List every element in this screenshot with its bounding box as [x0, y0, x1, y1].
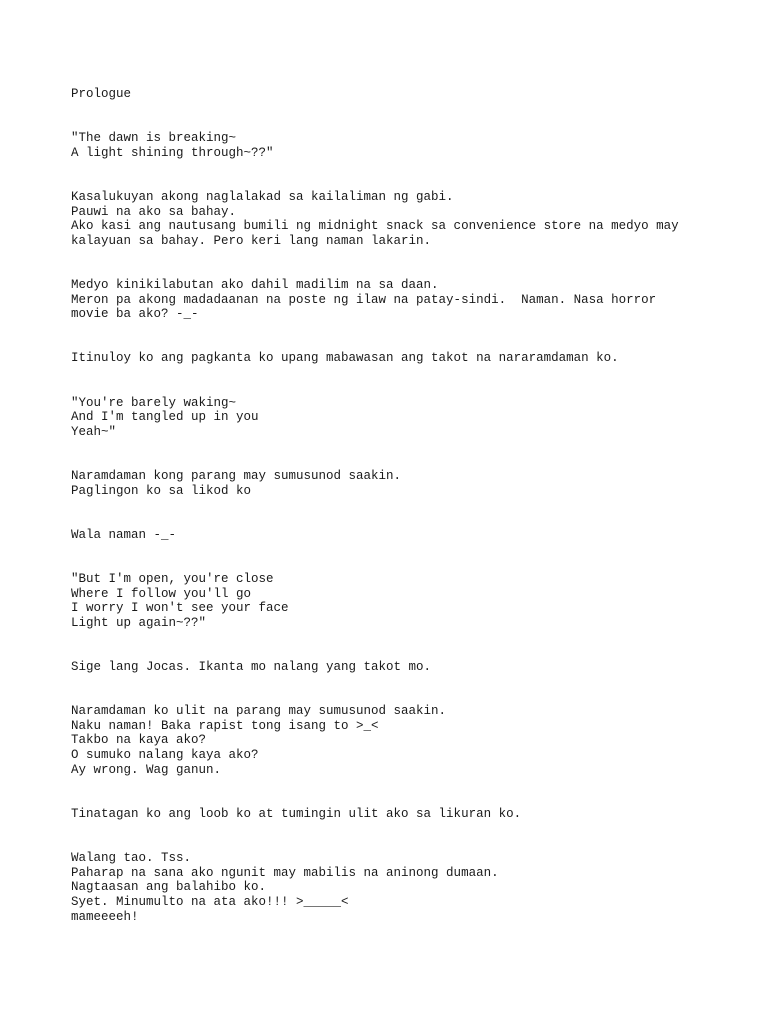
paragraph-keep-singing — [71, 351, 731, 366]
text-line: Meron pa akong madadaanan na poste ng ilaw na patay-sindi. Naman. Nasa horror — [71, 292, 657, 307]
text-line: Wala naman -_- — [71, 527, 177, 542]
paragraph-song-intro — [71, 131, 731, 160]
text-line: I worry I won't see your face — [71, 601, 289, 616]
text-line: Walang tao. Tss. — [71, 850, 192, 865]
text-line: Kasalukuyan akong naglalakad sa kailaliman ng gabi. — [71, 189, 454, 204]
text-line: Syet. Minumulto na ata ako!!! >_____< — [71, 895, 349, 910]
text-line: Ako kasi ang nautusang bumili ng midnight snack sa convenience store na medyo may — [71, 219, 679, 234]
text-line: Pauwi na ako sa bahay. — [71, 204, 237, 219]
text-line: Paharap na sana ako ngunit may mabilis na aninong dumaan. — [71, 865, 499, 880]
text-line: A light shining through~??" — [71, 145, 274, 160]
text-line: Medyo kinikilabutan ako dahil madilim na sa daan. — [71, 278, 439, 292]
paragraph-look-back — [71, 807, 731, 822]
text-line: movie ba ako? -_- — [71, 307, 199, 322]
text-line: "But I'm open, you're close — [71, 571, 274, 586]
text-line: Where I follow you'll go — [71, 586, 252, 601]
text-line: Sige lang Jocas. Ikanta mo nalang yang takot mo. — [71, 659, 432, 674]
text-line: mameeeeh! — [71, 909, 139, 924]
text-line: "You're barely waking~ — [71, 395, 237, 410]
text-line: Naramdaman ko ulit na parang may sumusunod saakin. — [71, 704, 447, 719]
text-line: "The dawn is breaking~ — [71, 131, 237, 146]
paragraph-song-verse — [71, 396, 731, 440]
text-line: Naku naman! Baka rapist tong isang to >_< — [71, 718, 379, 733]
paragraph-shadow — [71, 851, 731, 924]
text-line: O sumuko nalang kaya ako? — [71, 748, 259, 763]
text-line: Paglingon ko sa likod ko — [71, 483, 252, 498]
text-line: Light up again~??" — [71, 615, 207, 630]
text-line: Takbo na kaya ako? — [71, 733, 207, 748]
paragraph-followed — [71, 469, 731, 498]
paragraph-walking-home — [71, 190, 731, 249]
text-line: Ay wrong. Wag ganun. — [71, 762, 222, 777]
paragraph-followed-again — [71, 704, 731, 777]
text-line: Nagtaasan ang balahibo ko. — [71, 880, 267, 895]
paragraph-sing-fear — [71, 660, 731, 675]
paragraph-dark-road — [71, 278, 731, 322]
text-line: And I'm tangled up in you — [71, 410, 259, 425]
chapter-title: Prologue — [71, 87, 132, 101]
text-line: kalayuan sa bahay. Pero keri lang naman lakarin. — [71, 233, 432, 248]
document-body — [71, 87, 731, 954]
text-line: Tinatagan ko ang loob ko at tumingin ulit ako sa likuran ko. — [71, 806, 522, 821]
paragraph-song-chorus — [71, 572, 731, 631]
paragraph-nobody — [71, 528, 731, 543]
text-line: Naramdaman kong parang may sumusunod saakin. — [71, 468, 402, 483]
text-line: Yeah~" — [71, 424, 117, 439]
text-line: Itinuloy ko ang pagkanta ko upang mabawasan ang takot na nararamdaman ko. — [71, 351, 619, 366]
